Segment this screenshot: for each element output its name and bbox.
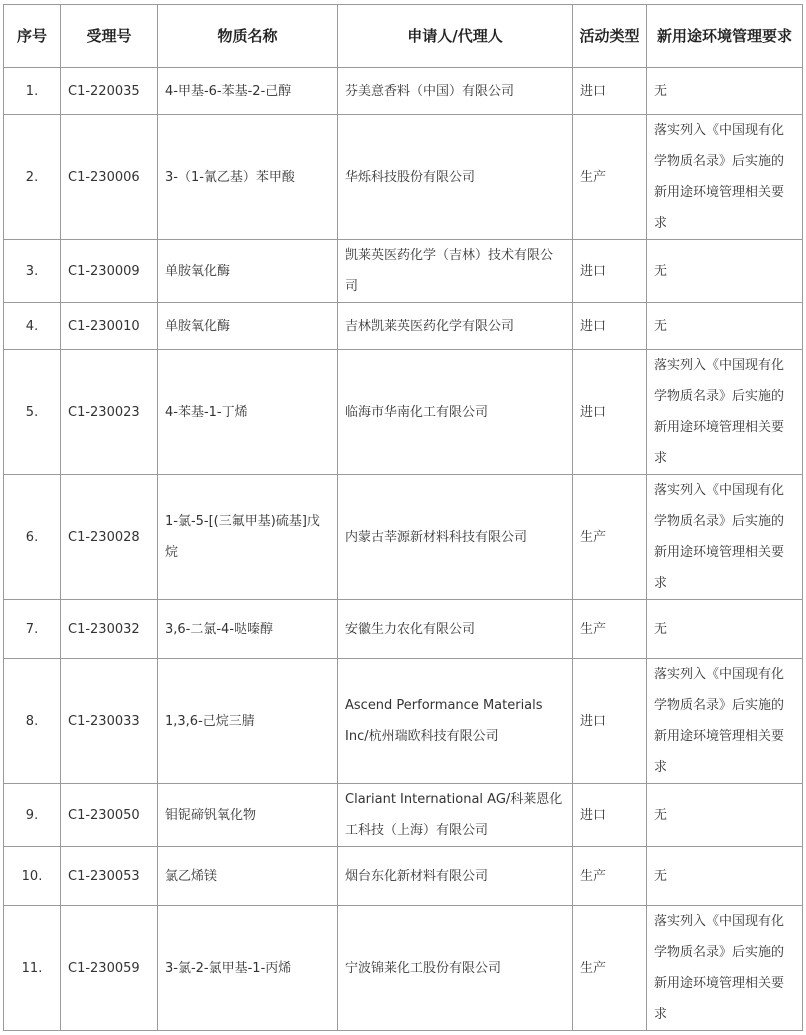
cell-accept-no: C1-230050: [61, 784, 158, 847]
cell-accept-no: C1-230033: [61, 659, 158, 784]
cell-requirement: 落实列入《中国现有化学物质名录》后实施的新用途环境管理相关要求: [647, 906, 803, 1031]
cell-requirement: 无: [647, 303, 803, 350]
table-row: [4, 303, 803, 350]
cell-requirement: 落实列入《中国现有化学物质名录》后实施的新用途环境管理相关要求: [647, 659, 803, 784]
cell-applicant: 吉林凯莱英医药化学有限公司: [338, 303, 573, 350]
header-requirement: 新用途环境管理要求: [647, 5, 803, 68]
cell-index: 10.: [4, 847, 61, 906]
table-header-row: [4, 5, 803, 68]
cell-accept-no: C1-230028: [61, 475, 158, 600]
cell-substance: 4-苯基-1-丁烯: [158, 350, 338, 475]
cell-index: 4.: [4, 303, 61, 350]
cell-index: 2.: [4, 115, 61, 240]
cell-applicant: 宁波锦莱化工股份有限公司: [338, 906, 573, 1031]
cell-activity: 进口: [573, 240, 647, 303]
cell-requirement: 落实列入《中国现有化学物质名录》后实施的新用途环境管理相关要求: [647, 115, 803, 240]
table-row: [4, 475, 803, 600]
table-row: [4, 847, 803, 906]
cell-applicant: 安徽生力农化有限公司: [338, 600, 573, 659]
cell-requirement: 落实列入《中国现有化学物质名录》后实施的新用途环境管理相关要求: [647, 350, 803, 475]
cell-accept-no: C1-230023: [61, 350, 158, 475]
cell-applicant: 凯莱英医药化学（吉林）技术有限公司: [338, 240, 573, 303]
cell-substance: 3,6-二氯-4-哒嗪醇: [158, 600, 338, 659]
cell-activity: 进口: [573, 784, 647, 847]
header-applicant: 申请人/代理人: [338, 5, 573, 68]
table-row: [4, 240, 803, 303]
table-body: [4, 68, 803, 1031]
cell-index: 9.: [4, 784, 61, 847]
table-row: [4, 906, 803, 1031]
table-row: [4, 600, 803, 659]
header-index: 序号: [4, 5, 61, 68]
cell-activity: 进口: [573, 68, 647, 115]
cell-requirement: 无: [647, 240, 803, 303]
cell-substance: 单胺氧化酶: [158, 240, 338, 303]
cell-index: 7.: [4, 600, 61, 659]
cell-substance: 1,3,6-己烷三腈: [158, 659, 338, 784]
cell-activity: 进口: [573, 350, 647, 475]
cell-requirement: 无: [647, 847, 803, 906]
cell-accept-no: C1-230010: [61, 303, 158, 350]
cell-applicant: 内蒙古莘源新材料科技有限公司: [338, 475, 573, 600]
cell-accept-no: C1-230059: [61, 906, 158, 1031]
cell-applicant: 芬美意香料（中国）有限公司: [338, 68, 573, 115]
substance-table: [3, 4, 803, 1031]
cell-index: 8.: [4, 659, 61, 784]
cell-activity: 生产: [573, 847, 647, 906]
cell-substance: 氯乙烯镁: [158, 847, 338, 906]
table-row: [4, 68, 803, 115]
table-row: [4, 784, 803, 847]
cell-substance: 1-氯-5-[(三氟甲基)硫基]戊烷: [158, 475, 338, 600]
cell-requirement: 无: [647, 600, 803, 659]
header-activity: 活动类型: [573, 5, 647, 68]
cell-activity: 进口: [573, 659, 647, 784]
cell-accept-no: C1-230032: [61, 600, 158, 659]
cell-substance: 4-甲基-6-苯基-2-己醇: [158, 68, 338, 115]
cell-accept-no: C1-220035: [61, 68, 158, 115]
cell-index: 1.: [4, 68, 61, 115]
cell-requirement: 无: [647, 68, 803, 115]
cell-accept-no: C1-230006: [61, 115, 158, 240]
cell-index: 6.: [4, 475, 61, 600]
cell-applicant: Ascend Performance Materials Inc/杭州瑞欧科技有限公司: [338, 659, 573, 784]
cell-activity: 生产: [573, 475, 647, 600]
cell-activity: 进口: [573, 303, 647, 350]
cell-substance: 3-氯-2-氯甲基-1-丙烯: [158, 906, 338, 1031]
cell-applicant: 临海市华南化工有限公司: [338, 350, 573, 475]
header-substance: 物质名称: [158, 5, 338, 68]
cell-substance: 单胺氧化酶: [158, 303, 338, 350]
cell-activity: 生产: [573, 600, 647, 659]
table-row: [4, 115, 803, 240]
cell-index: 5.: [4, 350, 61, 475]
header-accept-no: 受理号: [61, 5, 158, 68]
cell-substance: 3-（1-氰乙基）苯甲酸: [158, 115, 338, 240]
table-row: [4, 659, 803, 784]
cell-activity: 生产: [573, 906, 647, 1031]
cell-activity: 生产: [573, 115, 647, 240]
table-row: [4, 350, 803, 475]
cell-requirement: 落实列入《中国现有化学物质名录》后实施的新用途环境管理相关要求: [647, 475, 803, 600]
cell-index: 11.: [4, 906, 61, 1031]
cell-applicant: 华烁科技股份有限公司: [338, 115, 573, 240]
cell-accept-no: C1-230009: [61, 240, 158, 303]
cell-requirement: 无: [647, 784, 803, 847]
cell-substance: 钼铌碲钒氧化物: [158, 784, 338, 847]
cell-accept-no: C1-230053: [61, 847, 158, 906]
cell-applicant: Clariant International AG/科莱恩化工科技（上海）有限公司: [338, 784, 573, 847]
cell-applicant: 烟台东化新材料有限公司: [338, 847, 573, 906]
cell-index: 3.: [4, 240, 61, 303]
